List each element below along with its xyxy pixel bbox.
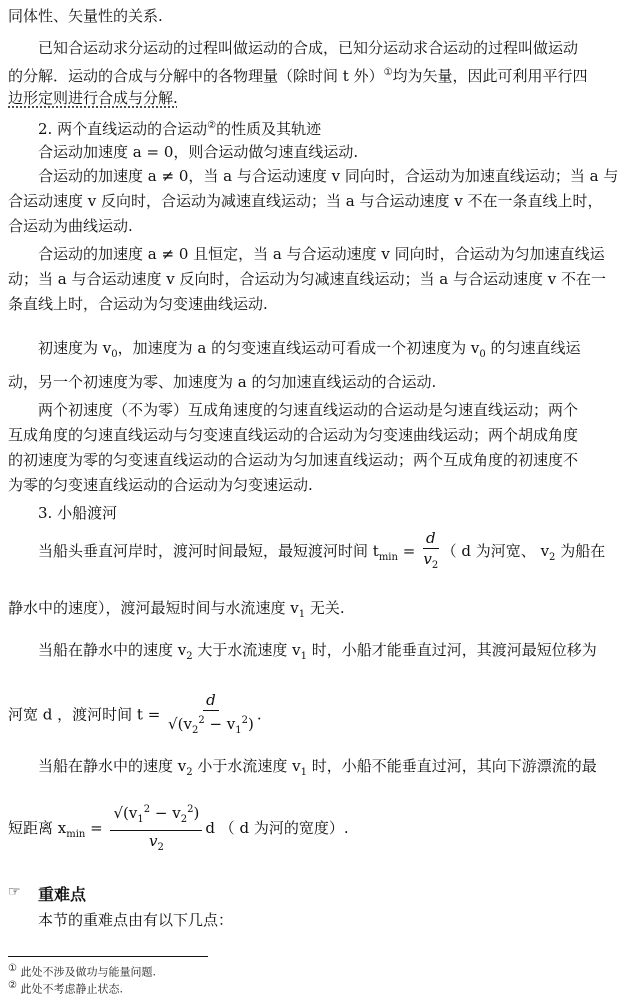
text-line: 互成角度的匀速直线运动与匀变速直线运动的合运动为匀变速曲线运动；两个胡成角度 — [8, 426, 579, 444]
text-line: 的初速度为零的匀变速直线运动的合运动为匀加速直线运动；两个互成角度的初速度不 — [8, 451, 579, 469]
text-line: 静水中的速度），渡河最短时间与水流速度 $v_1$ 无关. — [8, 599, 345, 620]
formula-line: 当船头垂直河岸时，渡河时间最短，最短渡河时间 $t_{min}$ = $\frac{d}{v_2}$ （ d 为河宽、 $v_2$ 为船在 — [38, 528, 632, 580]
text-line: 同体性、矢量性的关系. — [8, 7, 163, 25]
text-line: 当船在静水中的速度 $v_2$ 大于水流速度 $v_1$ 时，小船才能垂直过河，其渡河最短位移为 — [38, 641, 597, 662]
formula-line: 河宽 d ，渡河时间 t = $\frac{d}{√(v_2^2 - v_1^2)}$ . — [8, 690, 632, 741]
text-line: 初速度为 $v_0$，加速度为 a 的匀变速直线运动可看成一个初速度为 $v_0$ 的匀速直线运 — [38, 339, 581, 360]
text-line: 两个初速度（不为零）互成角速度的匀速直线运动的合运动是匀速直线运动；两个 — [38, 401, 579, 419]
formula-line: 短距离 $x_{min}$ = $\frac{√(v_1^2 - v_2^2)}{v_2}$ d （ d 为河的宽度）. — [8, 800, 632, 858]
fraction: $\frac{d}{√(v_2^2 - v_1^2)}$ — [168, 691, 254, 736]
text-line: 合运动为曲线运动. — [8, 217, 133, 235]
footnote-marker: ① — [383, 67, 393, 78]
footnote: ② 此处不考虑静止状态. — [8, 980, 123, 996]
pointing-hand-icon: ☞ — [8, 884, 21, 900]
text-line: 本节的重难点由有以下几点： — [38, 911, 234, 929]
text-line: 已知合运动求分运动的过程叫做运动的合成，已知分运动求合运动的过程叫做运动 — [38, 39, 579, 57]
text-line: 合运动加速度 a = 0，则合运动做匀速直线运动. — [38, 143, 359, 161]
footnote-marker: ② — [207, 120, 217, 131]
text-line: 边形定则进行合成与分解. — [8, 89, 178, 107]
footnote-divider — [8, 956, 208, 957]
fraction: $\frac{d}{v_2}$ — [423, 529, 439, 571]
section-heading: 重难点 — [38, 885, 87, 904]
text-line: 动，另一个初速度为零、加速度为 a 的匀加速直线运动的合运动. — [8, 373, 437, 391]
text-line: 动；当 a 与合运动速度 v 反向时，合运动为匀减速直线运动；当 a 与合运动速度 v 不在一 — [8, 270, 606, 288]
footnote: ① 此处不涉及做功与能量问题. — [8, 963, 156, 979]
text-line: 条直线上时，合运动为匀变速曲线运动. — [8, 295, 268, 313]
fraction: $\frac{√(v_1^2 - v_2^2)}{v_2}$ — [110, 800, 202, 858]
text-line: 合运动速度 v 反向时，合运动为减速直线运动；当 a 与合运动速度 v 不在一条直线上时， — [8, 192, 603, 210]
text-line: 的分解．运动的合成与分解中的各物理量（除时间 t 外）①均为矢量，因此可利用平行四 — [8, 67, 588, 85]
section-heading: 2. 两个直线运动的合运动②的性质及其轨迹 — [38, 120, 322, 138]
text-line: 当船在静水中的速度 $v_2$ 小于水流速度 $v_1$ 时，小船不能垂直过河，其向下游漂流的最 — [38, 757, 597, 778]
section-heading: 3. 小船渡河 — [38, 504, 118, 522]
text-line: 为零的匀变速直线运动的合运动为匀变速运动. — [8, 476, 313, 494]
text-line: 合运动的加速度 a ≠ 0，当 a 与合运动速度 v 同向时，合运动为加速直线运动；当 a 与 — [38, 167, 619, 185]
text-line: 合运动的加速度 a ≠ 0 且恒定，当 a 与合运动速度 v 同向时，合运动为匀加速直线运 — [38, 245, 605, 263]
